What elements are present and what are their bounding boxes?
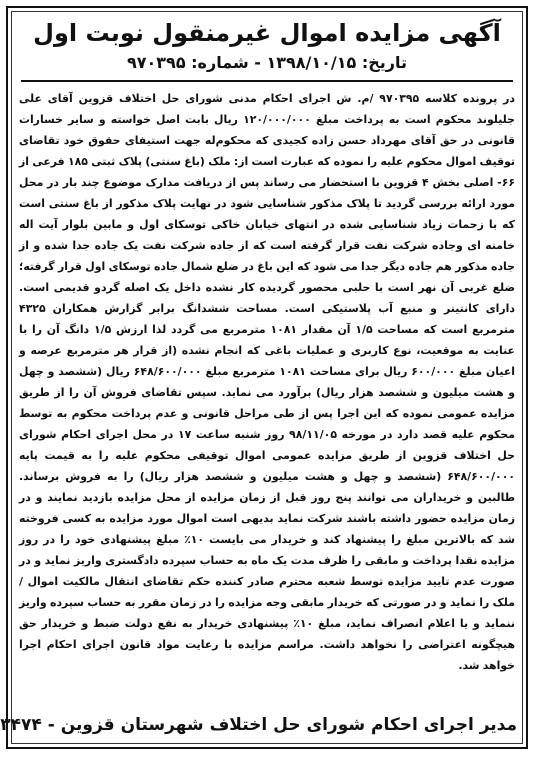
notice-title: آگهی مزایده اموال غیرمنقول نوبت اول <box>33 19 501 47</box>
auction-notice <box>0 6 528 749</box>
notice-signature: مدیر اجرای احکام شورای حل اختلاف شهرستان قزوین - ۳۴۷۴ <box>0 715 517 735</box>
header-divider <box>21 80 513 82</box>
notice-date-number: تاریخ: ۱۳۹۸/۱۰/۱۵ - شماره: ۹۷۰۳۹۵ <box>126 53 407 72</box>
notice-body: در پرونده کلاسه ۹۷۰۳۹۵ /م. ش اجرای احکام مدنی شورای حل اختلاف قزوین آقای علی جلیلوند محکوم است به پرداخت مبلغ ۱۲۰/۰۰۰/۰۰۰ ریال بابت اصل خواسته و سایر خسارات قانونی در حق آقای مهرداد حسن زاده کجیدی که محکوم‌له جهت استیفای حقوق خود تقاضای توقیف اموال محکوم علیه را نموده که عبارت است از: ملک (باغ سنتی) پلاک ثبتی ۱۸۵ فرعی از ۶۶- اصلی بخش ۴ قزوین با استحضار می رساند پس از دریافت مدارک موضوع چند بار در محل مورد ارائه بررسی گردید تا پلاک مذکور شناسایی شود در نهایت پلاک مذکور از باغ سنتی است که با زحمات زیاد شناسایی شده در انتهای خیابان خاکی توسکای اول و مابین بلوار آیت اله خامنه ای وجاده شرکت نفت قرار گرفته است که از جاده شرکت نفت یک جاده جدا شده و از جاده مذکور هم جاده دیگر جدا می شود که این باغ در ضلع شمال جاده توسکای اول قرار گرفته؛ ضلع غربی آن نهر است با حلبی محصور گردیده کار نشده داخل یک اصله گردو قدیمی است. دارای کانتینر و منبع آب پلاستیکی است. مساحت ششدانگ برابر گزارش همکاران ۴۳۲۵ مترمربع است که مساحت ۱/۵ آن مقدار ۱۰۸۱ مترمربع می گردد لذا ارزش ۱/۵ دانگ آن را با عنایت به موقعیت، نوع کاربری و عملیات باغی که انجام نشده (از قرار هر مترمربع عرصه و اعیان مبلغ ۶۰۰/۰۰۰ ریال برای مساحت ۱۰۸۱ مترمربع مبلغ ۶۴۸/۶۰۰/۰۰۰ ریال (ششصد و چهل و هشت میلیون و ششصد هزار ریال) برآورد می نماید. سپس تقاضای فروش آن را از طریق مزایده عمومی نموده که این اجرا پس از طی مراحل قانونی و عدم پرداخت محکوم به توسط محکوم علیه قصد دارد در مورخه ۹۸/۱۱/۰۵ روز شنبه ساعت ۱۷ در محل اجرای احکام شورای حل اختلاف قزوین از طریق مزایده عمومی اموال توقیفی محکوم علیه را به قیمت پایه ۶۴۸/۶۰۰/۰۰۰ (ششصد و چهل و هشت میلیون و ششصد هزار ریال) را به فروش برساند. طالبین و خریداران می توانند پنج روز قبل از زمان مزایده از محل مزایده بازدید نمایند و در زمان مزایده حضور داشته باشند شرکت نماید بدیهی است اموال مورد مزایده به کسی فروخته شد که بالاترین مبلغ را پیشنهاد کند و خریدار می بایست ۱۰٪ مبلغ پیشنهادی خود را در روز مزایده نقدا پرداخت و مابقی را ظرف مدت یک ماه به حساب سپرده دادگستری واریز نماید و در صورت عدم تایید مزایده توسط شعبه محترم صادر کننده حکم تقاضای انتقال مالکیت اموال / ملک را نماید و در صورتی که خریدار مابقی وجه مزایده را در زمان مقرر به حساب سپرده واریز ننماید و یا اعلام انصراف نماید، مبلغ ۱۰٪ پیشنهادی خریدار به نفع دولت ضبط و خریدار حق هیچگونه اعتراضی را نخواهد داشت. مراسم مزایده با رعایت مواد قانون اجرای احکام اجرا خواهد شد. <box>19 92 516 672</box>
